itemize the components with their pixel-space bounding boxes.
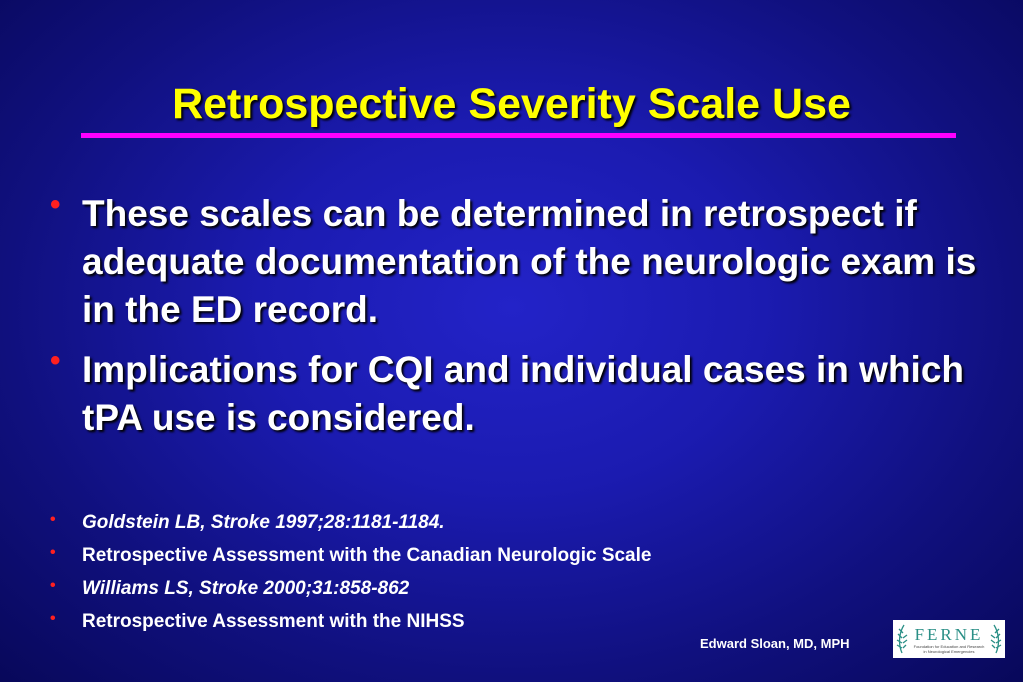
- bullet-dot: •: [50, 610, 56, 627]
- reference-description: Retrospective Assessment with the NIHSS: [82, 611, 465, 632]
- leaf-left-icon: [897, 625, 907, 653]
- leaf-right-icon: [991, 625, 1001, 653]
- bullet-dot: •: [50, 577, 56, 594]
- reference-citation: Williams LS, Stroke 2000;31:858-862: [82, 578, 410, 599]
- title-underline: [81, 133, 956, 138]
- main-bullet-text: Implications for CQI and individual cases in which tPA use is considered.: [82, 349, 965, 438]
- reference-description: Retrospective Assessment with the Canadian Neurologic Scale: [82, 545, 652, 566]
- main-bullet-text: These scales can be determined in retrospect if adequate documentation of the neurologic exam is in the ED record.: [82, 193, 977, 330]
- logo-wordmark: FERNE: [914, 625, 984, 644]
- bullet-dot: •: [50, 544, 56, 561]
- footer-author: Edward Sloan, MD, MPH: [700, 636, 850, 651]
- bullet-dot: •: [50, 511, 56, 528]
- reference-citation: Goldstein LB, Stroke 1997;28:1181-1184.: [82, 512, 445, 533]
- slide-title: Retrospective Severity Scale Use: [172, 80, 851, 128]
- ferne-logo: [893, 620, 1005, 658]
- logo-tagline: Foundation for Education and Research: [913, 644, 985, 649]
- logo-tagline: in Neurological Emergencies: [923, 649, 975, 654]
- bullet-dot: •: [50, 344, 61, 377]
- bullet-dot: •: [50, 188, 61, 221]
